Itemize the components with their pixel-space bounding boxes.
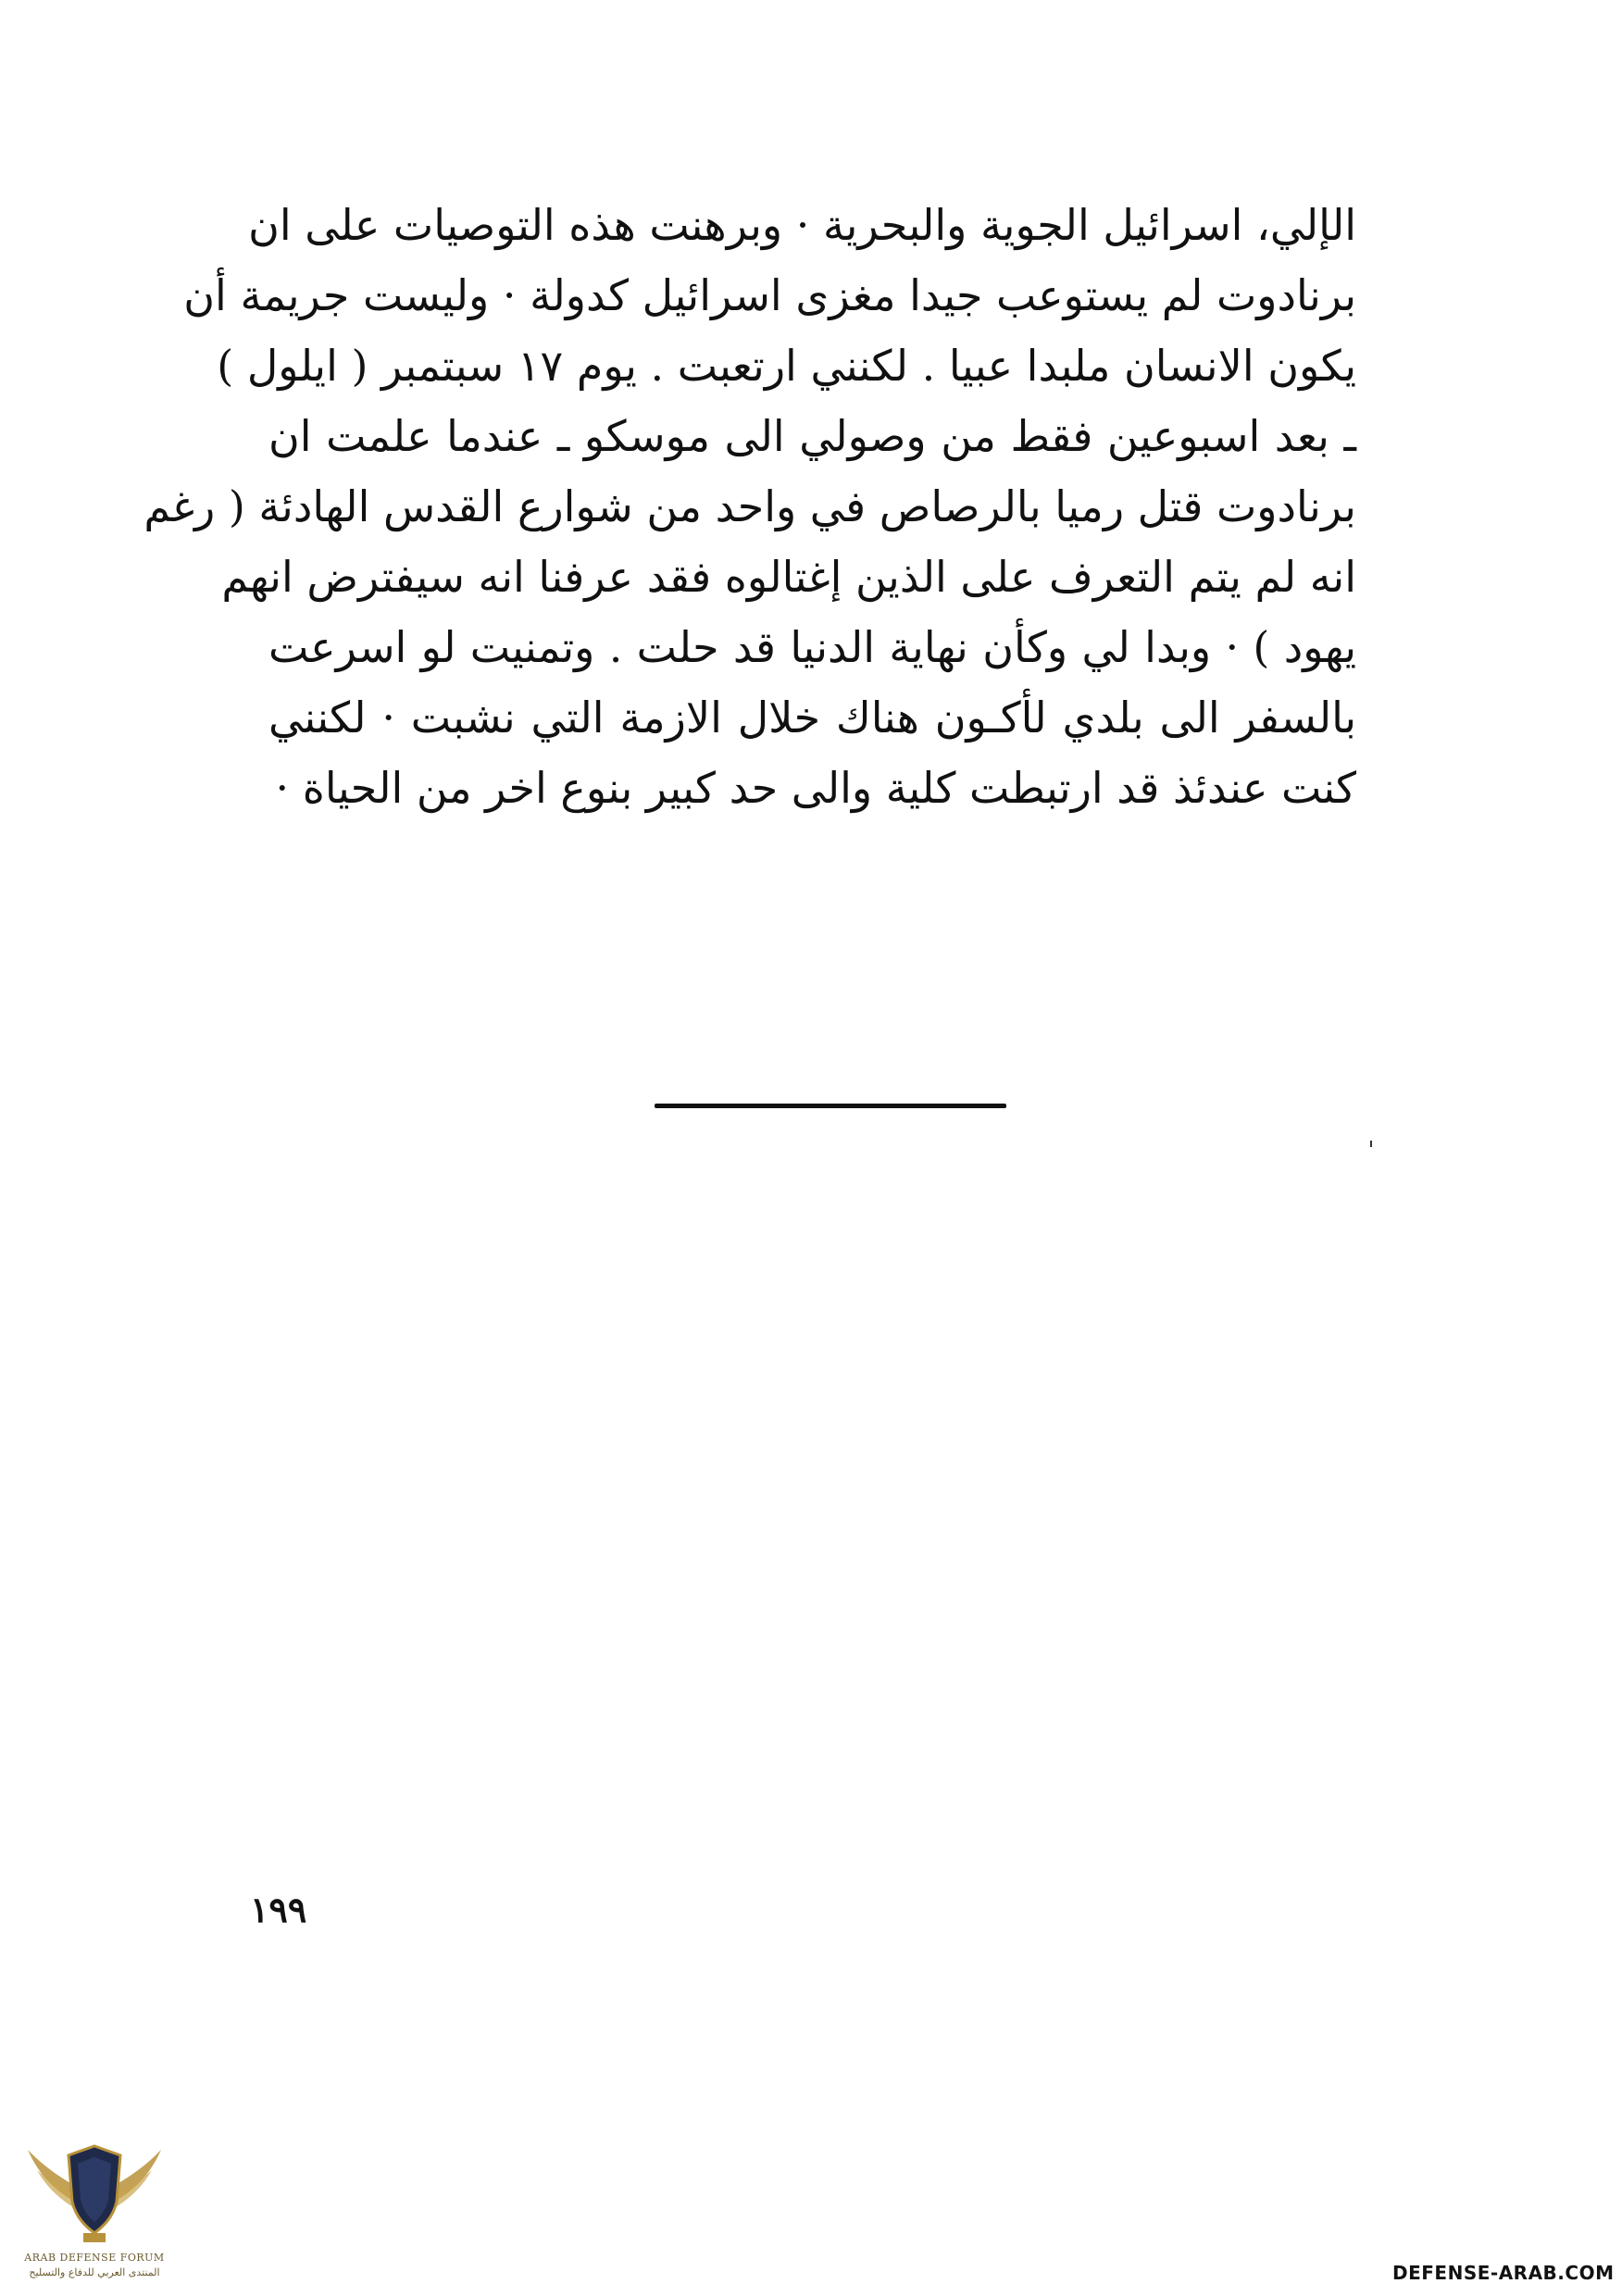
- text-line: برنادوت لم يستوعب جيدا مغزى اسرائيل كدولة · وليست جريمة أن: [183, 270, 1356, 320]
- logo-text-ar: المنتدى العربي للدفاع والتسليح: [29, 2266, 160, 2278]
- text-line: كنت عندئذ قد ارتبطت كلية والى حد كبير بنوع اخر من الحياة ·: [275, 763, 1356, 813]
- page-number: ١٩٩: [250, 1889, 307, 1930]
- text-line: الإلي، اسرائيل الجوية والبحرية · وبرهنت هذه التوصيات على ان: [248, 200, 1356, 250]
- text-line: بالسفر الى بلدي لأكـون هناك خلال الازمة التي نشبت · لكنني: [268, 693, 1356, 742]
- site-credit[interactable]: DEFENSE-ARAB.COM: [1392, 2262, 1615, 2284]
- text-line: ـ بعد اسبوعين فقط من وصولي الى موسكو ـ عندما علمت ان: [268, 411, 1356, 461]
- text-line: يكون الانسان ملبدا عبيا . لكنني ارتعبت . يوم ١٧ سبتمبر ( ايلول ): [217, 341, 1356, 391]
- scan-speck: [1370, 1141, 1372, 1147]
- body-text: [143, 190, 1356, 823]
- text-line: يهود ) · وبدا لي وكأن نهاية الدنيا قد حلت . وتمنيت لو اسرعت: [268, 622, 1356, 672]
- shield-wings-icon: [20, 2129, 168, 2250]
- text-line: برنادوت قتل رميا بالرصاص في واحد من شوارع القدس الهادئة ( رغم: [143, 481, 1356, 531]
- section-divider: [655, 1104, 1006, 1108]
- logo-text-en: ARAB DEFENSE FORUM: [24, 2252, 165, 2264]
- text-line: انه لم يتم التعرف على الذين إغتالوه فقد عرفنا انه سيفترض انهم: [221, 552, 1356, 602]
- forum-logo: [20, 2129, 168, 2287]
